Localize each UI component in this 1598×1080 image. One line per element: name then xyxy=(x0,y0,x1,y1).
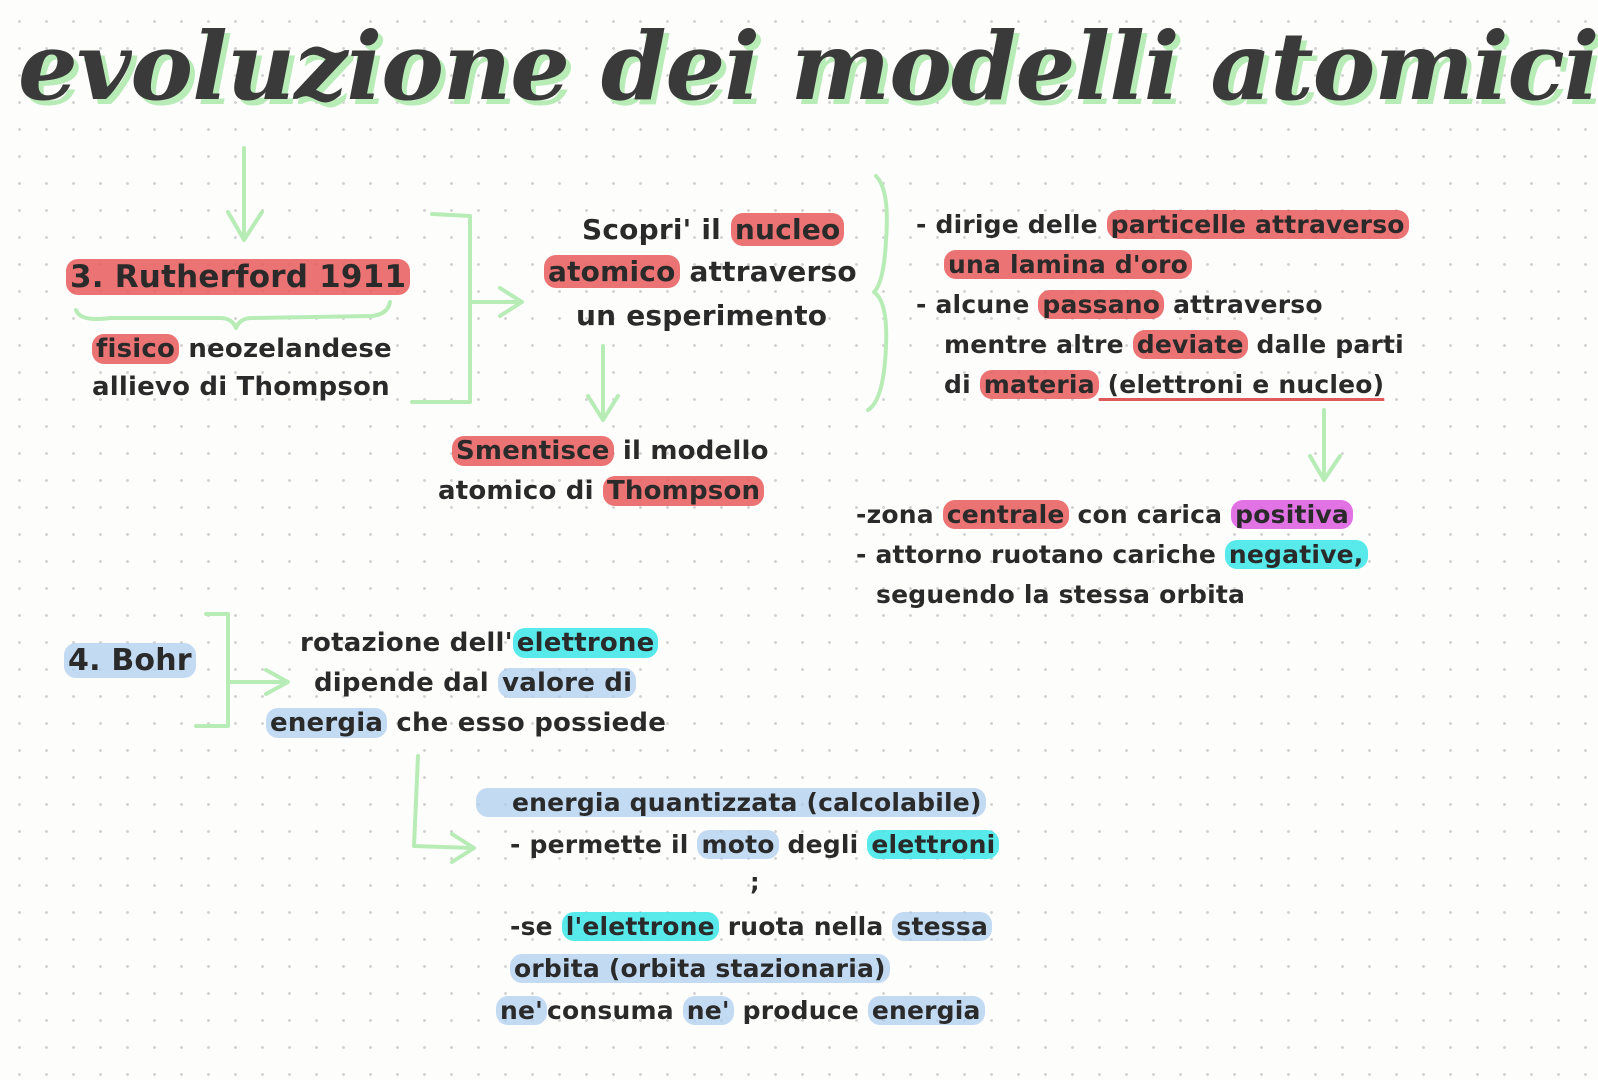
result-line2 xyxy=(856,542,1368,567)
arrow-to-results xyxy=(1310,410,1340,480)
curly-brace xyxy=(868,176,887,410)
bohr-bracket xyxy=(196,614,228,726)
text-il-modello: il modello xyxy=(613,436,769,466)
word-thompson: Thompson xyxy=(603,476,764,506)
word-elettroni: elettroni xyxy=(867,830,999,859)
word-positiva: positiva xyxy=(1231,500,1353,529)
experiment-line1 xyxy=(916,212,1409,237)
page-title: evoluzione dei modelli atomici xyxy=(18,12,1598,122)
text-con-carica: con carica xyxy=(1068,500,1232,529)
word-negative: negative, xyxy=(1225,540,1368,569)
rutherford-desc-line1 xyxy=(92,336,392,362)
word-passano: passano xyxy=(1038,290,1164,319)
text-neozelandese: neozelandese xyxy=(179,334,392,364)
word-stessa: stessa xyxy=(892,912,992,941)
rutherford-brace xyxy=(76,302,390,328)
word-nucleo: nucleo xyxy=(731,213,845,246)
word-elettrone: elettrone xyxy=(513,628,659,658)
quant-separator: ; xyxy=(750,868,760,896)
word-ne-2: ne' xyxy=(683,996,734,1025)
rotation-line3 xyxy=(266,710,666,736)
word-deviate: deviate xyxy=(1133,330,1248,359)
refute-line1 xyxy=(452,438,769,464)
word-ne-1: ne' xyxy=(496,996,547,1025)
arrow-to-refute xyxy=(588,346,618,420)
discovery-line1 xyxy=(582,213,844,246)
text-atomico-di: atomico di xyxy=(438,476,603,506)
bohr-heading-text: 4. Bohr xyxy=(64,643,196,678)
text-attorno: - attorno ruotano cariche xyxy=(856,540,1225,569)
word-materia: materia xyxy=(980,370,1099,399)
quant-line3 xyxy=(510,914,992,939)
quant-line2 xyxy=(510,832,999,857)
text-che-esso: che esso possiede xyxy=(387,708,667,738)
text-scopri: Scopri' il xyxy=(582,213,731,246)
word-atomico: atomico xyxy=(544,255,680,288)
rotation-line2 xyxy=(314,670,636,696)
text-orbita-stazionaria: orbita (orbita stazionaria) xyxy=(510,954,890,983)
text-se: -se xyxy=(510,912,562,941)
word-l-elettrone: l'elettrone xyxy=(562,912,719,941)
text-produce: produce xyxy=(733,996,868,1025)
word-lamina: una lamina d'oro xyxy=(944,250,1192,279)
word-energia-2: energia xyxy=(868,996,985,1025)
result-line3: seguendo la stessa orbita xyxy=(876,580,1246,609)
word-smentisce: Smentisce xyxy=(452,436,614,466)
discovery-line3: un esperimento xyxy=(576,299,828,332)
discovery-line2 xyxy=(544,255,857,288)
text-energia-quantizzata: energia quantizzata (calcolabile) xyxy=(476,788,986,817)
rutherford-desc-line2: allievo di Thompson xyxy=(92,372,390,402)
word-moto: moto xyxy=(697,830,778,859)
quant-line1 xyxy=(476,790,986,815)
result-line1 xyxy=(856,502,1353,527)
quant-line5 xyxy=(496,998,985,1023)
arrow-to-quantization xyxy=(414,756,474,862)
quant-line4 xyxy=(510,956,890,981)
experiment-line4 xyxy=(944,332,1404,357)
text-alcune: - alcune xyxy=(916,290,1039,319)
text-permette: - permette il xyxy=(510,830,698,859)
text-zona: -zona xyxy=(856,500,943,529)
word-fisico: fisico xyxy=(92,334,179,364)
text-rotazione: rotazione dell' xyxy=(300,628,513,658)
rutherford-heading-text: 3. Rutherford 1911 xyxy=(66,259,410,295)
arrow-title-down xyxy=(228,148,262,240)
text-dirige: - dirige delle xyxy=(916,210,1107,239)
text-dalle-parti: dalle parti xyxy=(1247,330,1404,359)
word-particelle: particelle attraverso xyxy=(1107,210,1409,239)
arrow-to-rotation xyxy=(228,670,288,694)
experiment-line2 xyxy=(944,252,1192,277)
text-elettroni-nucleo: (elettroni e nucleo) xyxy=(1098,370,1385,399)
text-mentre: mentre altre xyxy=(944,330,1133,359)
text-attraverso: attraverso xyxy=(679,255,857,288)
text-di: di xyxy=(944,370,980,399)
word-energia: energia xyxy=(266,708,387,738)
word-centrale: centrale xyxy=(943,500,1069,529)
rotation-line1 xyxy=(300,630,658,656)
text-consuma: consuma xyxy=(547,996,683,1025)
refute-line2 xyxy=(438,478,764,504)
word-valore: valore di xyxy=(498,668,636,698)
bohr-heading xyxy=(64,643,196,678)
text-ruota-nella: ruota nella xyxy=(718,912,893,941)
experiment-line5 xyxy=(944,372,1384,397)
rutherford-bracket xyxy=(412,214,470,402)
arrow-to-discovery xyxy=(470,288,522,316)
text-degli: degli xyxy=(778,830,868,859)
text-attraverso-2: attraverso xyxy=(1164,290,1323,319)
experiment-line3 xyxy=(916,292,1323,317)
rutherford-heading xyxy=(66,259,410,295)
text-dipende: dipende dal xyxy=(314,668,499,698)
